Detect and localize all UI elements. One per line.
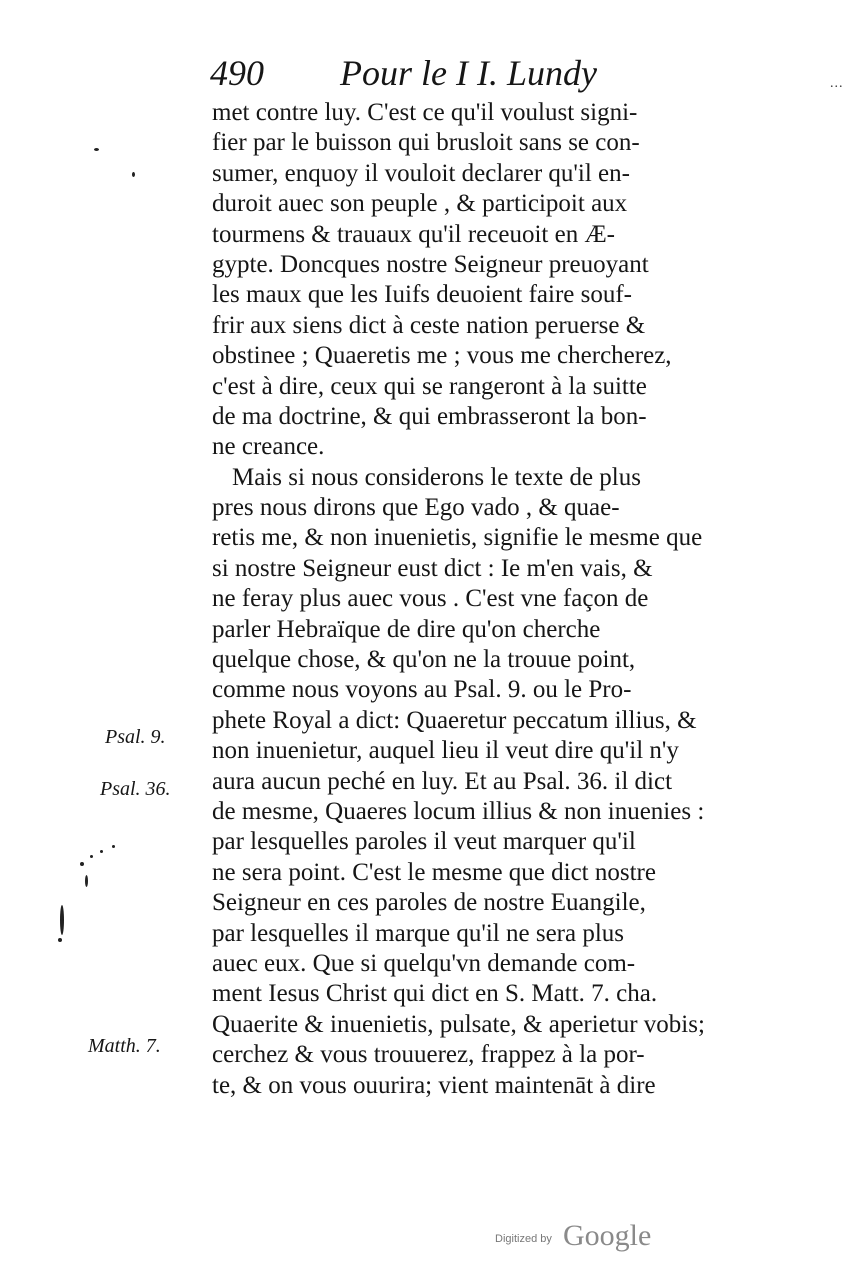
- body-line: parler Hebraïque de dire qu'on cherche: [212, 615, 601, 643]
- ink-speck: [58, 938, 62, 942]
- body-line: de ma doctrine, & qui embrasseront la bon-: [212, 402, 647, 430]
- body-line: fier par le buisson qui brusloit sans se con-: [212, 129, 640, 157]
- body-line: pres nous dirons que Ego vado , & quae-: [212, 494, 620, 522]
- body-line: par lesquelles il marque qu'il ne sera plus: [212, 919, 625, 947]
- body-line: obstinee ; Quaeretis me ; vous me chercherez,: [212, 342, 672, 370]
- body-line: non inuenietur, auquel lieu il veut dire qu'il n'y: [212, 737, 679, 765]
- digitization-footer: [495, 1219, 675, 1253]
- digitized-by-label: Digitized by: [495, 1233, 552, 1245]
- marginal-note-psal-36: Psal. 36.: [100, 778, 171, 800]
- body-line: frir aux siens dict à ceste nation peruerse &: [212, 311, 646, 339]
- marginal-note-matth-7: Matth. 7.: [88, 1035, 161, 1057]
- body-line: phete Royal a dict: Quaeretur peccatum illius, &: [212, 706, 697, 734]
- body-line: retis me, & non inuenietis, signifie le mesme que: [212, 524, 703, 552]
- body-line: sumer, enquoy il vouloit declarer qu'il en-: [212, 159, 630, 187]
- ink-speck: [80, 862, 84, 866]
- google-logo: Google: [563, 1219, 652, 1252]
- body-line: met contre luy. C'est ce qu'il voulust signi-: [212, 99, 638, 126]
- main-text-block: [212, 98, 712, 1101]
- body-line: Quaerite & inuenietis, pulsate, & aperietur vobis;: [212, 1010, 705, 1038]
- body-line: par lesquelles paroles il veut marquer qu'il: [212, 828, 636, 856]
- ink-speck: [132, 172, 135, 177]
- body-line: ne feray plus auec vous . C'est vne façon de: [212, 585, 649, 613]
- body-line: si nostre Seigneur eust dict : Ie m'en vais, &: [212, 554, 653, 582]
- body-line: Seigneur en ces paroles de nostre Euangile,: [212, 889, 646, 917]
- body-line: ne creance.: [212, 433, 325, 461]
- body-line: tourmens & trauaux qu'il receuoit en Æ-: [212, 220, 616, 248]
- body-line: comme nous voyons au Psal. 9. ou le Pro-: [212, 676, 632, 704]
- body-line: te, & on vous ouurira; vient maintenāt à dire: [212, 1071, 656, 1099]
- page-number: 490: [210, 53, 264, 93]
- body-line: gypte. Doncques nostre Seigneur preuoyant: [212, 250, 649, 278]
- body-line: quelque chose, & qu'on ne la trouue point,: [212, 646, 636, 674]
- body-line: les maux que les Iuifs deuoient faire souf-: [212, 281, 633, 309]
- body-line: ment Iesus Christ qui dict en S. Matt. 7. cha.: [212, 980, 658, 1008]
- body-line: cerchez & vous trouuerez, frappez à la por-: [212, 1041, 645, 1069]
- body-line: aura aucun peché en luy. Et au Psal. 36. il dict: [212, 767, 673, 795]
- ink-speck: [100, 850, 103, 853]
- body-line: de mesme, Quaeres locum illius & non inuenies :: [212, 797, 705, 825]
- body-line: ne sera point. C'est le mesme que dict nostre: [212, 858, 656, 886]
- paragraph-start-line: Mais si nous considerons le texte de plus: [232, 463, 641, 491]
- ink-speck: [60, 905, 64, 935]
- body-line: auec eux. Que si quelqu'vn demande com-: [212, 949, 636, 977]
- body-line: c'est à dire, ceux qui se rangeront à la suitte: [212, 372, 647, 400]
- page-header: [210, 52, 844, 98]
- body-line: duroit auec son peuple , & participoit aux: [212, 190, 628, 218]
- ink-speck: [85, 875, 88, 887]
- ink-speck: [90, 855, 93, 858]
- ink-speck: [112, 845, 115, 848]
- marginal-note-psal-9: Psal. 9.: [105, 726, 166, 748]
- running-title: Pour le I I. Lundy: [340, 53, 597, 93]
- top-mark: ...: [830, 76, 844, 91]
- ink-speck: [94, 148, 99, 151]
